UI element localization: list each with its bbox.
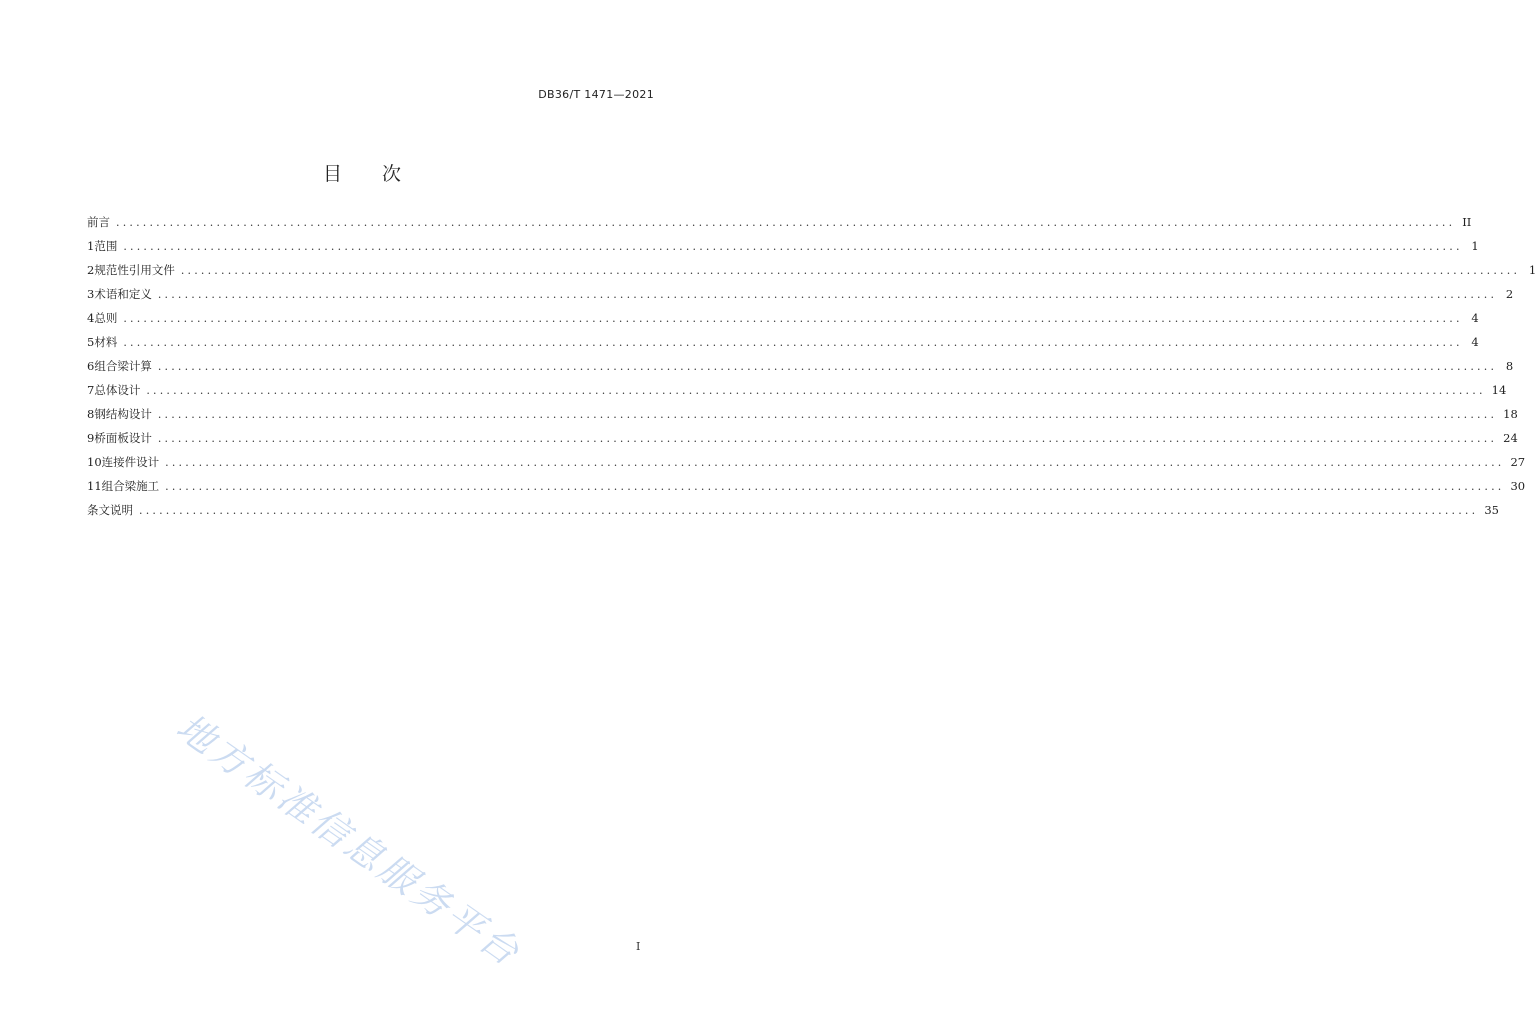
toc-entry-number: 10 — [87, 455, 102, 469]
toc-leader-dots: ........................................................................................................................................................................................................ — [157, 360, 1498, 373]
toc-entry[interactable] — [87, 310, 1479, 334]
toc-entry-page: 14 — [1491, 383, 1507, 397]
toc-entry-label: 材料 — [94, 335, 118, 349]
toc-leader-dots: ........................................................................................................................................................................................................ — [157, 432, 1498, 445]
toc-entry-label: 术语和定义 — [94, 287, 152, 301]
toc-entry[interactable] — [87, 238, 1479, 262]
toc-entry-label: 组合梁施工 — [101, 479, 160, 493]
toc-leader-dots: ........................................................................................................................................................................................................ — [116, 216, 1456, 229]
toc-leader-dots: ........................................................................................................................................................................................................ — [123, 336, 1463, 349]
toc-entry[interactable] — [87, 430, 1518, 454]
toc-entry-page: 18 — [1503, 407, 1518, 421]
toc-entry[interactable] — [87, 286, 1514, 310]
document-code: DB36/T 1471—2021 — [538, 88, 654, 101]
toc-entry-page: 4 — [1471, 335, 1479, 349]
toc-entry-page: 4 — [1471, 311, 1479, 325]
toc-entry-label: 总体设计 — [94, 383, 141, 397]
watermark: 地方标准信息服务平台 — [168, 705, 530, 976]
toc-entry-number: 4 — [87, 311, 95, 325]
toc-entry-number: 11 — [87, 479, 102, 493]
toc-entry-label: 规范性引用文件 — [94, 263, 175, 277]
toc-entry-page: 8 — [1505, 359, 1514, 373]
toc-entry-page: 1 — [1471, 239, 1479, 253]
toc-entry[interactable] — [87, 358, 1514, 382]
toc-entry[interactable] — [87, 454, 1526, 478]
toc-entry-label: 组合梁计算 — [94, 359, 152, 373]
page-number: I — [636, 940, 641, 953]
toc-leader-dots: ........................................................................................................................................................................................................ — [157, 408, 1498, 421]
toc-entry-page: II — [1462, 215, 1472, 229]
toc-entry-page: 24 — [1503, 431, 1518, 445]
toc-leader-dots: ........................................................................................................................................................................................................ — [146, 384, 1486, 397]
toc-entry-page: 2 — [1505, 287, 1514, 301]
toc-entry-page: 27 — [1510, 455, 1526, 469]
toc-leader-dots: ........................................................................................................................................................................................................ — [123, 240, 1463, 253]
toc-leader-dots: ........................................................................................................................................................................................................ — [123, 312, 1463, 325]
toc-entry-label: 钢结构设计 — [94, 407, 152, 421]
toc-entry-page: 30 — [1510, 479, 1526, 493]
toc-leader-dots: ........................................................................................................................................................................................................ — [157, 288, 1498, 301]
toc-entry[interactable] — [87, 478, 1526, 502]
toc-leader-dots: ........................................................................................................................................................................................................ — [165, 456, 1505, 469]
toc-leader-dots: ........................................................................................................................................................................................................ — [139, 504, 1479, 517]
toc-entry-label: 桥面板设计 — [94, 431, 152, 445]
toc-entry-number: 8 — [87, 407, 95, 421]
toc-leader-dots: ........................................................................................................................................................................................................ — [165, 480, 1505, 493]
toc-entry-page: 1 — [1528, 263, 1536, 277]
toc-entry-number: 3 — [87, 287, 95, 301]
toc-entry-label: 条文说明 — [87, 503, 133, 517]
toc-entry-number: 1 — [87, 239, 95, 253]
toc-entry-label: 前言 — [87, 215, 110, 229]
toc-entry-page: 35 — [1484, 503, 1499, 517]
toc-entry[interactable] — [87, 406, 1518, 430]
toc-entry[interactable] — [87, 262, 1536, 286]
toc-entry-number: 2 — [87, 263, 95, 277]
toc-entry-number: 7 — [87, 383, 95, 397]
toc-entry-number: 6 — [87, 359, 95, 373]
toc-entry[interactable] — [87, 382, 1507, 406]
toc-entry-number: 9 — [87, 431, 95, 445]
toc-entry-label: 总则 — [94, 311, 118, 325]
toc-title: 目 次 — [322, 163, 402, 185]
toc-entry-label: 连接件设计 — [101, 455, 160, 469]
toc-entry-number: 5 — [87, 335, 95, 349]
table-of-contents — [87, 214, 1536, 526]
toc-entry[interactable] — [87, 334, 1479, 358]
toc-entry[interactable] — [87, 214, 1472, 238]
toc-entry[interactable] — [87, 502, 1499, 526]
toc-entry-label: 范围 — [94, 239, 118, 253]
toc-leader-dots: ........................................................................................................................................................................................................ — [180, 264, 1521, 277]
